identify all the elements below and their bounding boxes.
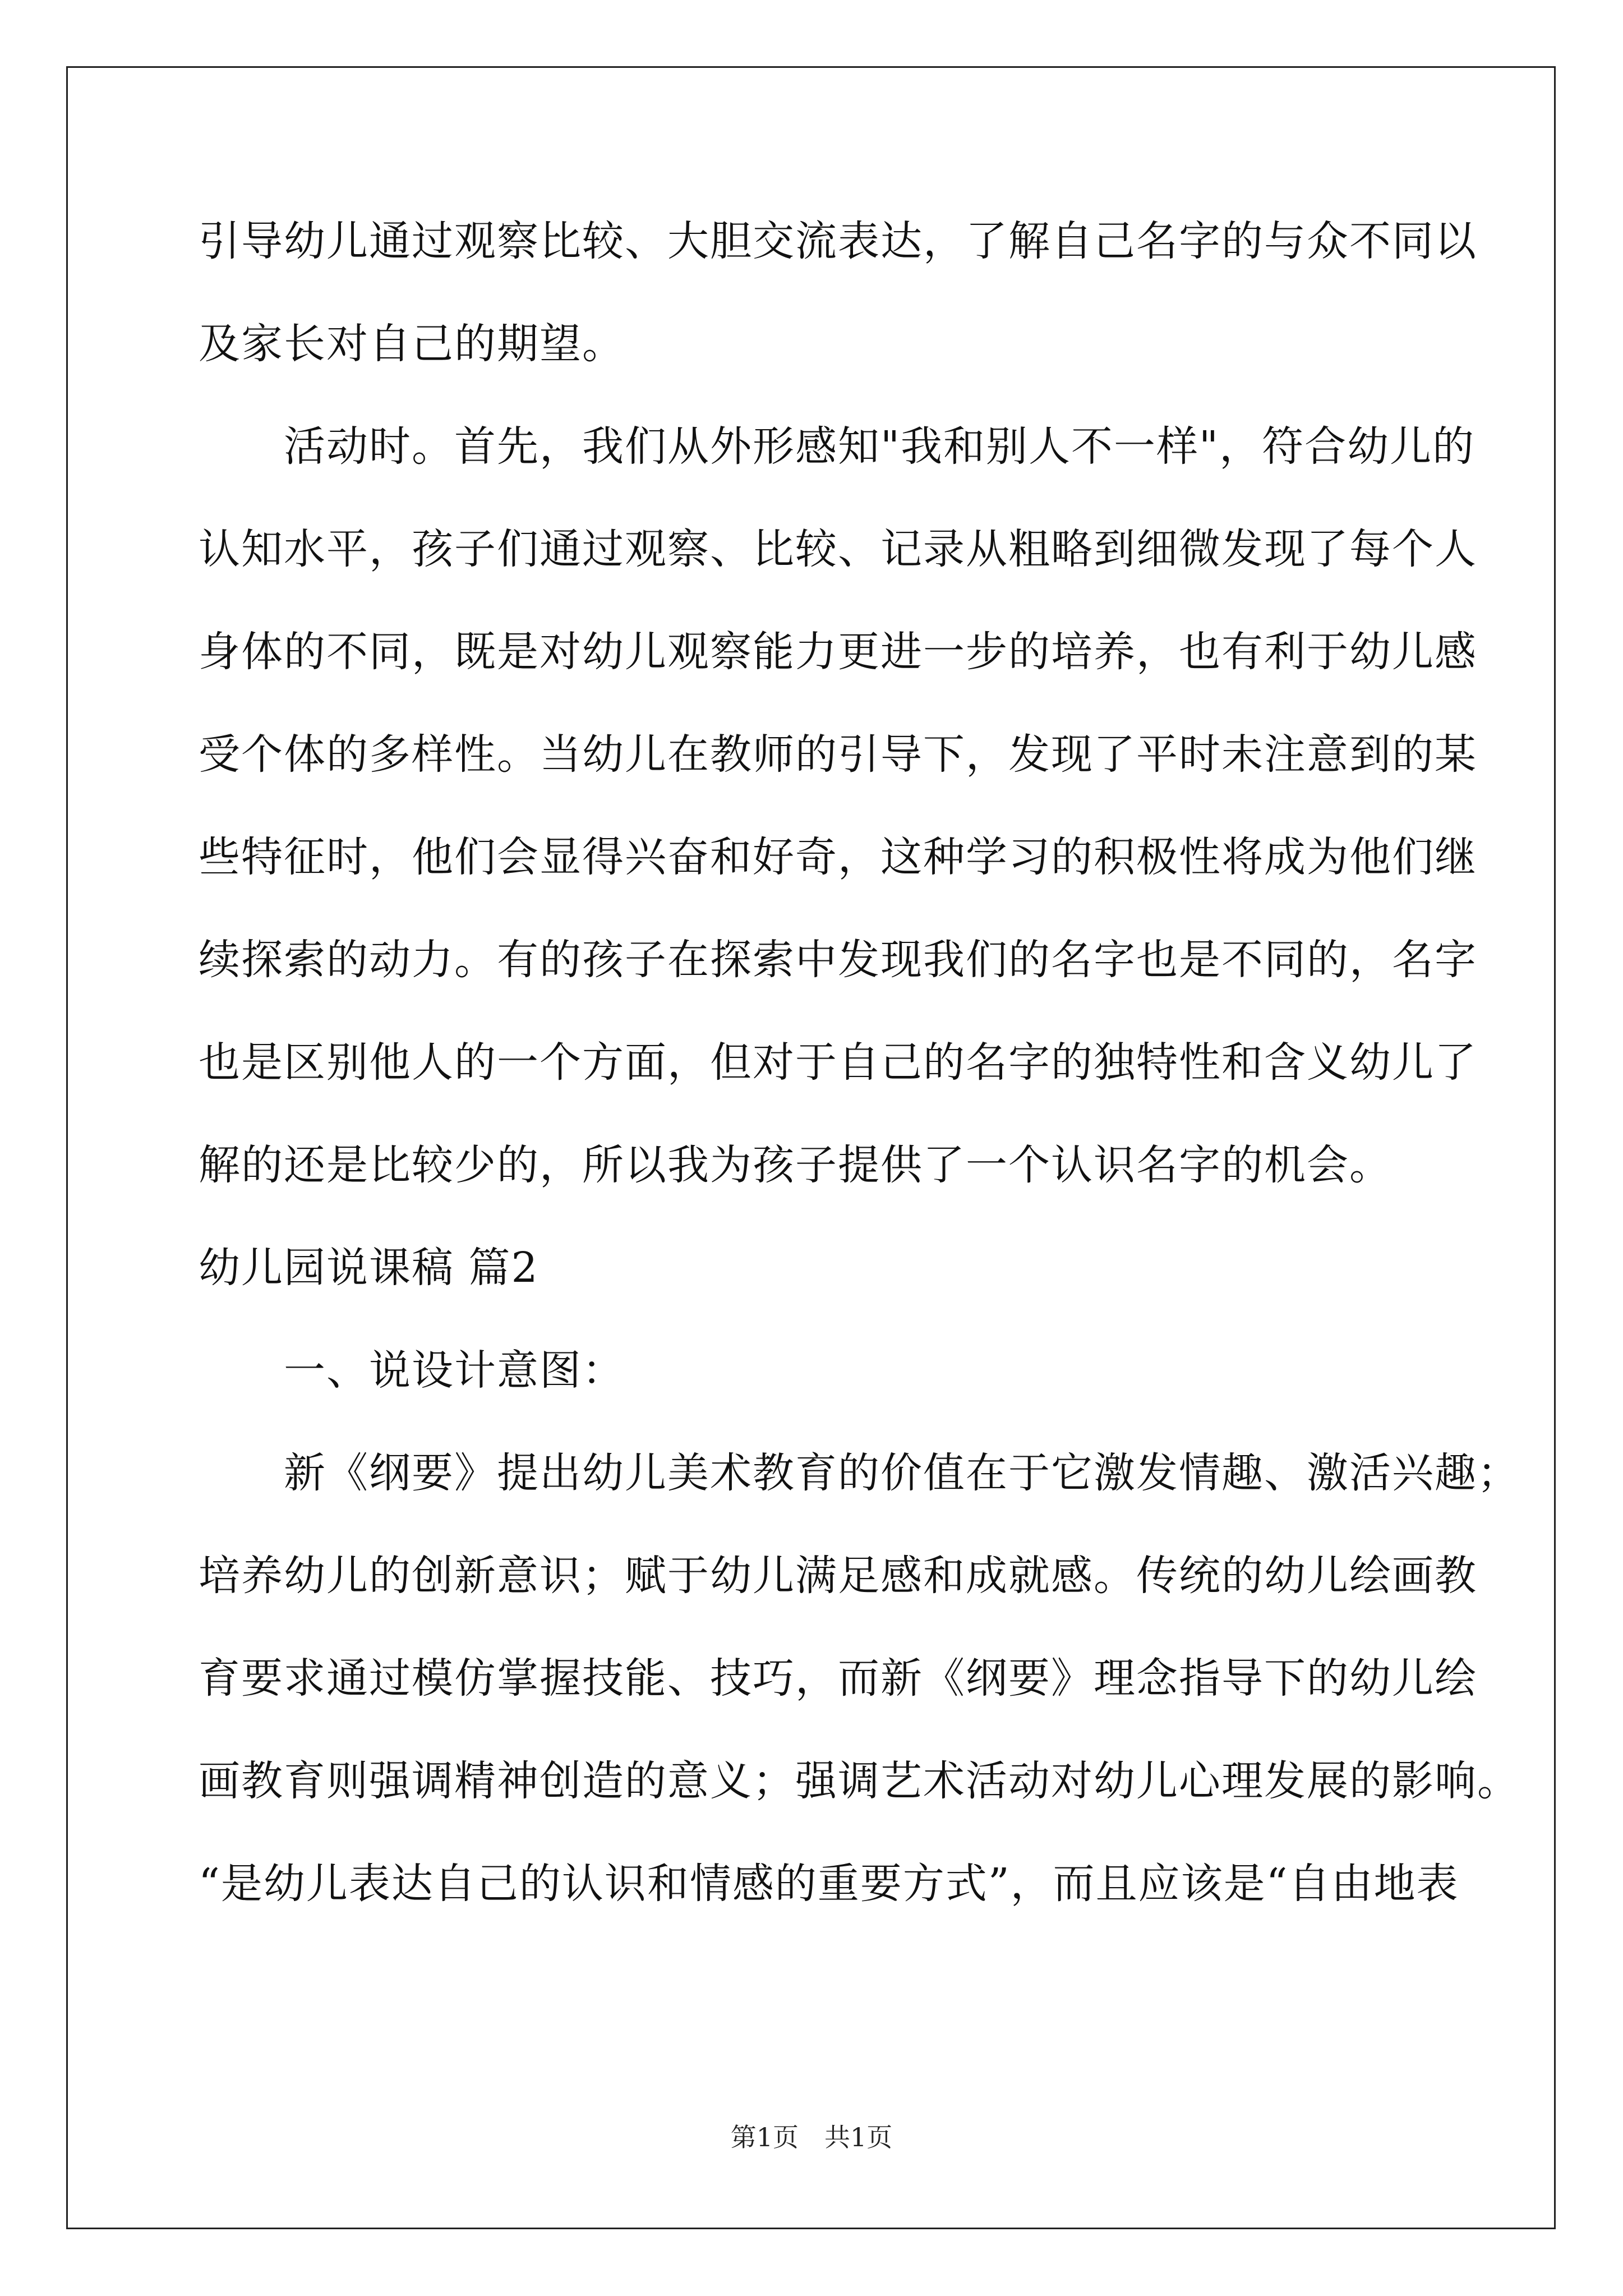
text-line: 育要求通过模仿掌握技能、技巧，而新《纲要》理念指导下的幼儿绘 bbox=[199, 1654, 1477, 1703]
text-line: 些特征时，他们会显得兴奋和好奇，这种学习的积极性将成为他们继 bbox=[199, 833, 1477, 881]
text-line: 新《纲要》提出幼儿美术教育的价值在于它激发情趣、激活兴趣； bbox=[199, 1449, 1520, 1497]
text-line: 续探索的动力。有的孩子在探索中发现我们的名字也是不同的，名字 bbox=[199, 936, 1477, 984]
text-line: 一、说设计意图： bbox=[199, 1346, 625, 1395]
text-line: 也是区别他人的一个方面，但对于自己的名字的独特性和含义幼儿了 bbox=[199, 1038, 1477, 1087]
section-heading: 幼儿园说课稿 篇2 bbox=[199, 1244, 539, 1292]
text-line: 解的还是比较少的，所以我为孩子提供了一个认识名字的机会。 bbox=[199, 1141, 1392, 1189]
text-line: “是幼儿表达自己的认识和情感的重要方式”，而且应该是“自由地表 bbox=[199, 1860, 1459, 1908]
text-line: 认知水平，孩子们通过观察、比较、记录从粗略到细微发现了每个人 bbox=[199, 525, 1477, 573]
page-footer: 第1页 共1页 bbox=[730, 2122, 893, 2152]
text-line: 画教育则强调精神创造的意义；强调艺术活动对幼儿心理发展的影响。 bbox=[199, 1757, 1520, 1805]
text-line: 身体的不同，既是对幼儿观察能力更进一步的培养，也有利于幼儿感 bbox=[199, 628, 1477, 676]
text-line: 受个体的多样性。当幼儿在教师的引导下，发现了平时未注意到的某 bbox=[199, 730, 1477, 779]
text-line: 活动时。首先，我们从外形感知"我和别人不一样"，符合幼儿的 bbox=[199, 422, 1476, 471]
text-line: 及家长对自己的期望。 bbox=[199, 320, 625, 368]
text-line: 引导幼儿通过观察比较、大胆交流表达，了解自己名字的与众不同以 bbox=[199, 217, 1477, 265]
text-line: 培养幼儿的创新意识；赋于幼儿满足感和成就感。传统的幼儿绘画教 bbox=[199, 1552, 1477, 1600]
